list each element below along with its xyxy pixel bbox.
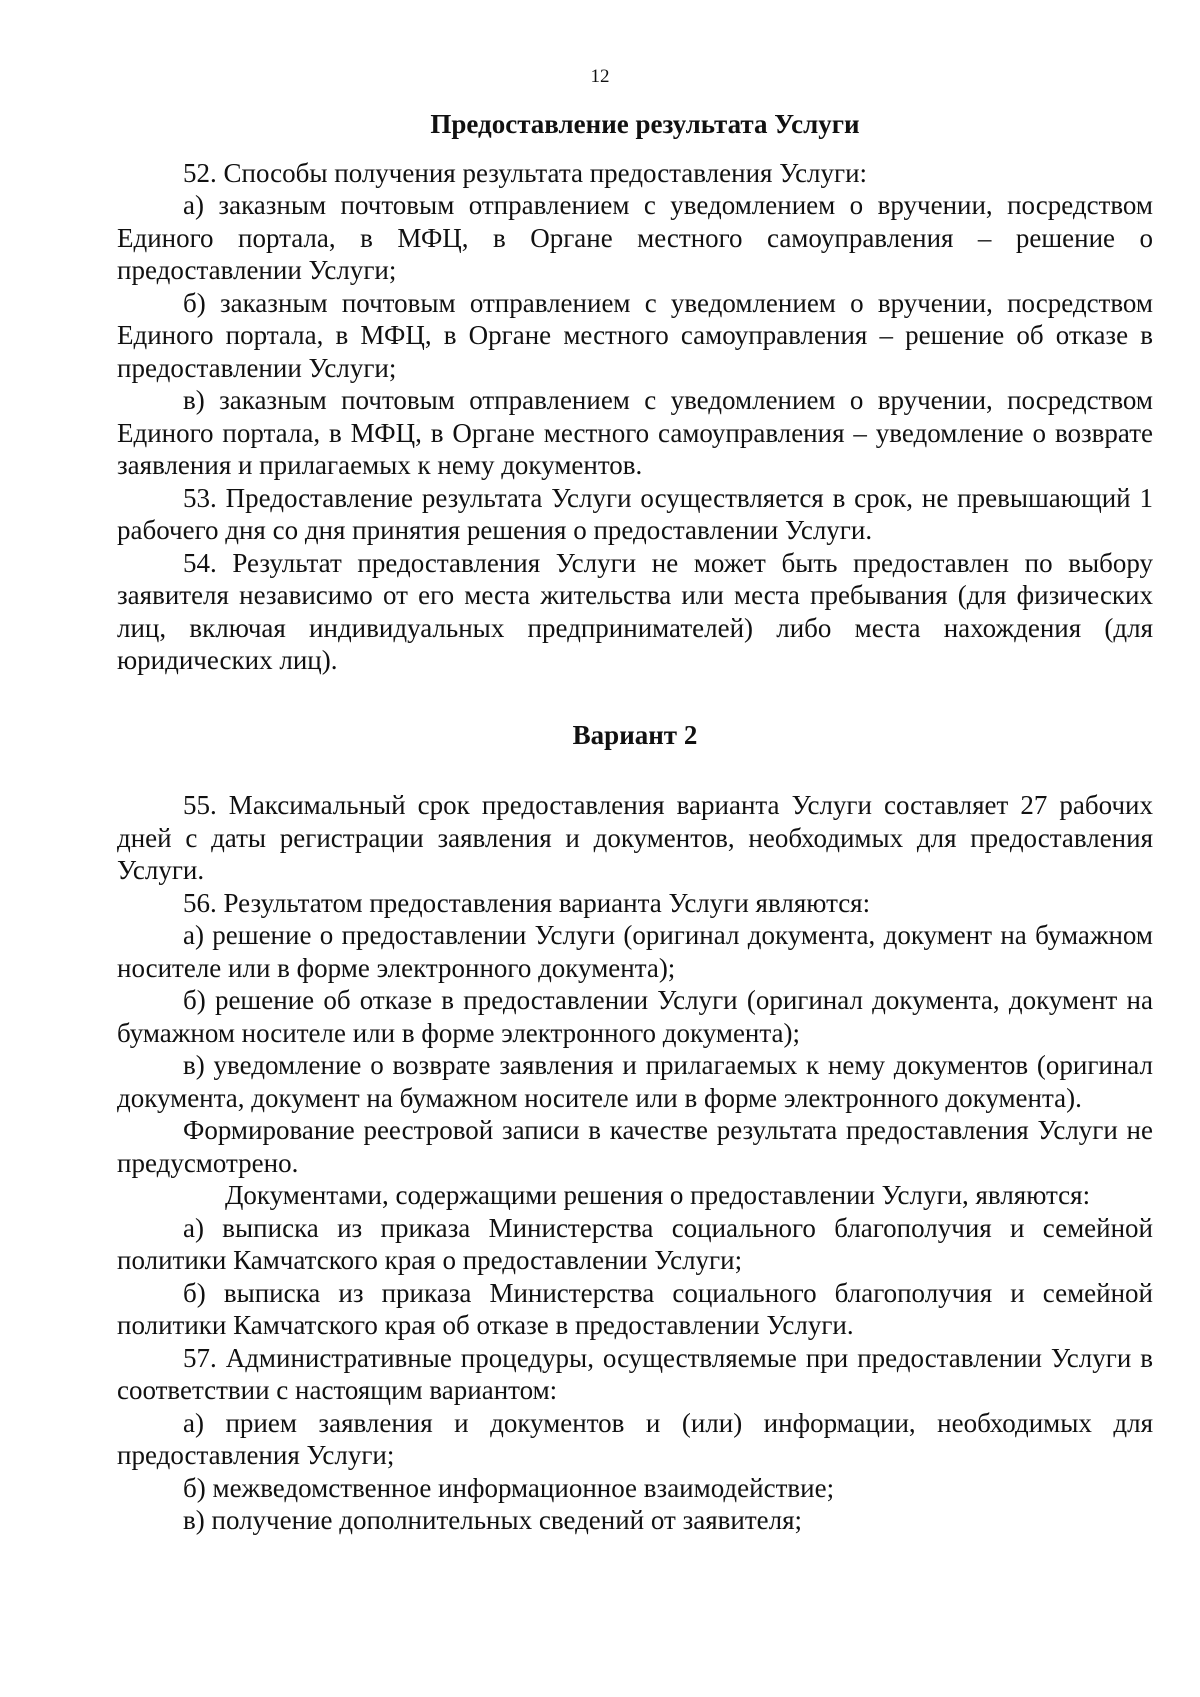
paragraph-52-b: б) заказным почтовым отправлением с уведомлением о вручении, посредством Единого портала, в МФЦ, в Органе местного самоуправления – решение об отказе в предоставлении Услуги;	[117, 287, 1153, 383]
section-heading-result: Предоставление результата Услуги	[430, 109, 860, 139]
paragraph-53: 53. Предоставление результата Услуги осуществляется в срок, не превышающий 1 рабочего дня со дня принятия решения о предоставлении Услуги.	[117, 482, 1153, 545]
paragraph-56-b: б) решение об отказе в предоставлении Услуги (оригинал документа, документ на бумажном носителе или в форме электронного документа);	[117, 985, 1153, 1048]
paragraph-56: 56. Результатом предоставления варианта Услуги являются:	[183, 887, 871, 918]
paragraph-decision-documents: Документами, содержащими решения о предоставлении Услуги, являются:	[225, 1180, 1091, 1210]
paragraph-57-c: в) получение дополнительных сведений от заявителя;	[183, 1505, 803, 1535]
paragraph-57-b: б) межведомственное информационное взаимодействие;	[183, 1472, 835, 1503]
paragraph-decision-documents-a: а) выписка из приказа Министерства социального благополучия и семейной политики Камчатского края о предоставлении Услуги;	[117, 1212, 1153, 1275]
paragraph-55: 55. Максимальный срок предоставления варианта Услуги составляет 27 рабочих дней с даты регистрации заявления и документов, необходимых для предоставления Услуги.	[117, 790, 1153, 885]
page-number: 12	[590, 66, 610, 87]
paragraph-56-c: в) уведомление о возврате заявления и прилагаемых к нему документов (оригинал документа, документ на бумажном носителе или в форме электронного документа).	[117, 1050, 1153, 1113]
paragraph-52: 52. Способы получения результата предоставления Услуги:	[183, 157, 868, 188]
paragraph-registry-record: Формирование реестровой записи в качестве результата предоставления Услуги не предусмотрено.	[117, 1115, 1153, 1178]
document-body	[117, 108, 1153, 1537]
paragraph-52-c: в) заказным почтовым отправлением с уведомлением о вручении, посредством Единого портала, в МФЦ, в Органе местного самоуправления – уведомление о возврате заявления и прилагаемых к нему документов.	[117, 385, 1153, 480]
paragraph-57: 57. Административные процедуры, осуществляемые при предоставлении Услуги в соответствии с настоящим вариантом:	[117, 1342, 1153, 1405]
paragraph-57-a: а) прием заявления и документов и (или) информации, необходимых для предоставления Услуги;	[117, 1407, 1153, 1470]
paragraph-52-a: а) заказным почтовым отправлением с уведомлением о вручении, посредством Единого портала, в МФЦ, в Органе местного самоуправления – решение о предоставлении Услуги;	[117, 190, 1153, 285]
paragraph-56-a: а) решение о предоставлении Услуги (оригинал документа, документ на бумажном носителе или в форме электронного документа);	[117, 920, 1153, 983]
section-heading-variant-2: Вариант 2	[572, 719, 698, 750]
paragraph-54: 54. Результат предоставления Услуги не может быть предоставлен по выбору заявителя независимо от его места жительства или места пребывания (для физических лиц, включая индивидуальных предпринимателей) либо места нахождения (для юридических лиц).	[117, 547, 1153, 675]
paragraph-decision-documents-b: б) выписка из приказа Министерства социального благополучия и семейной политики Камчатского края об отказе в предоставлении Услуги.	[117, 1277, 1153, 1340]
